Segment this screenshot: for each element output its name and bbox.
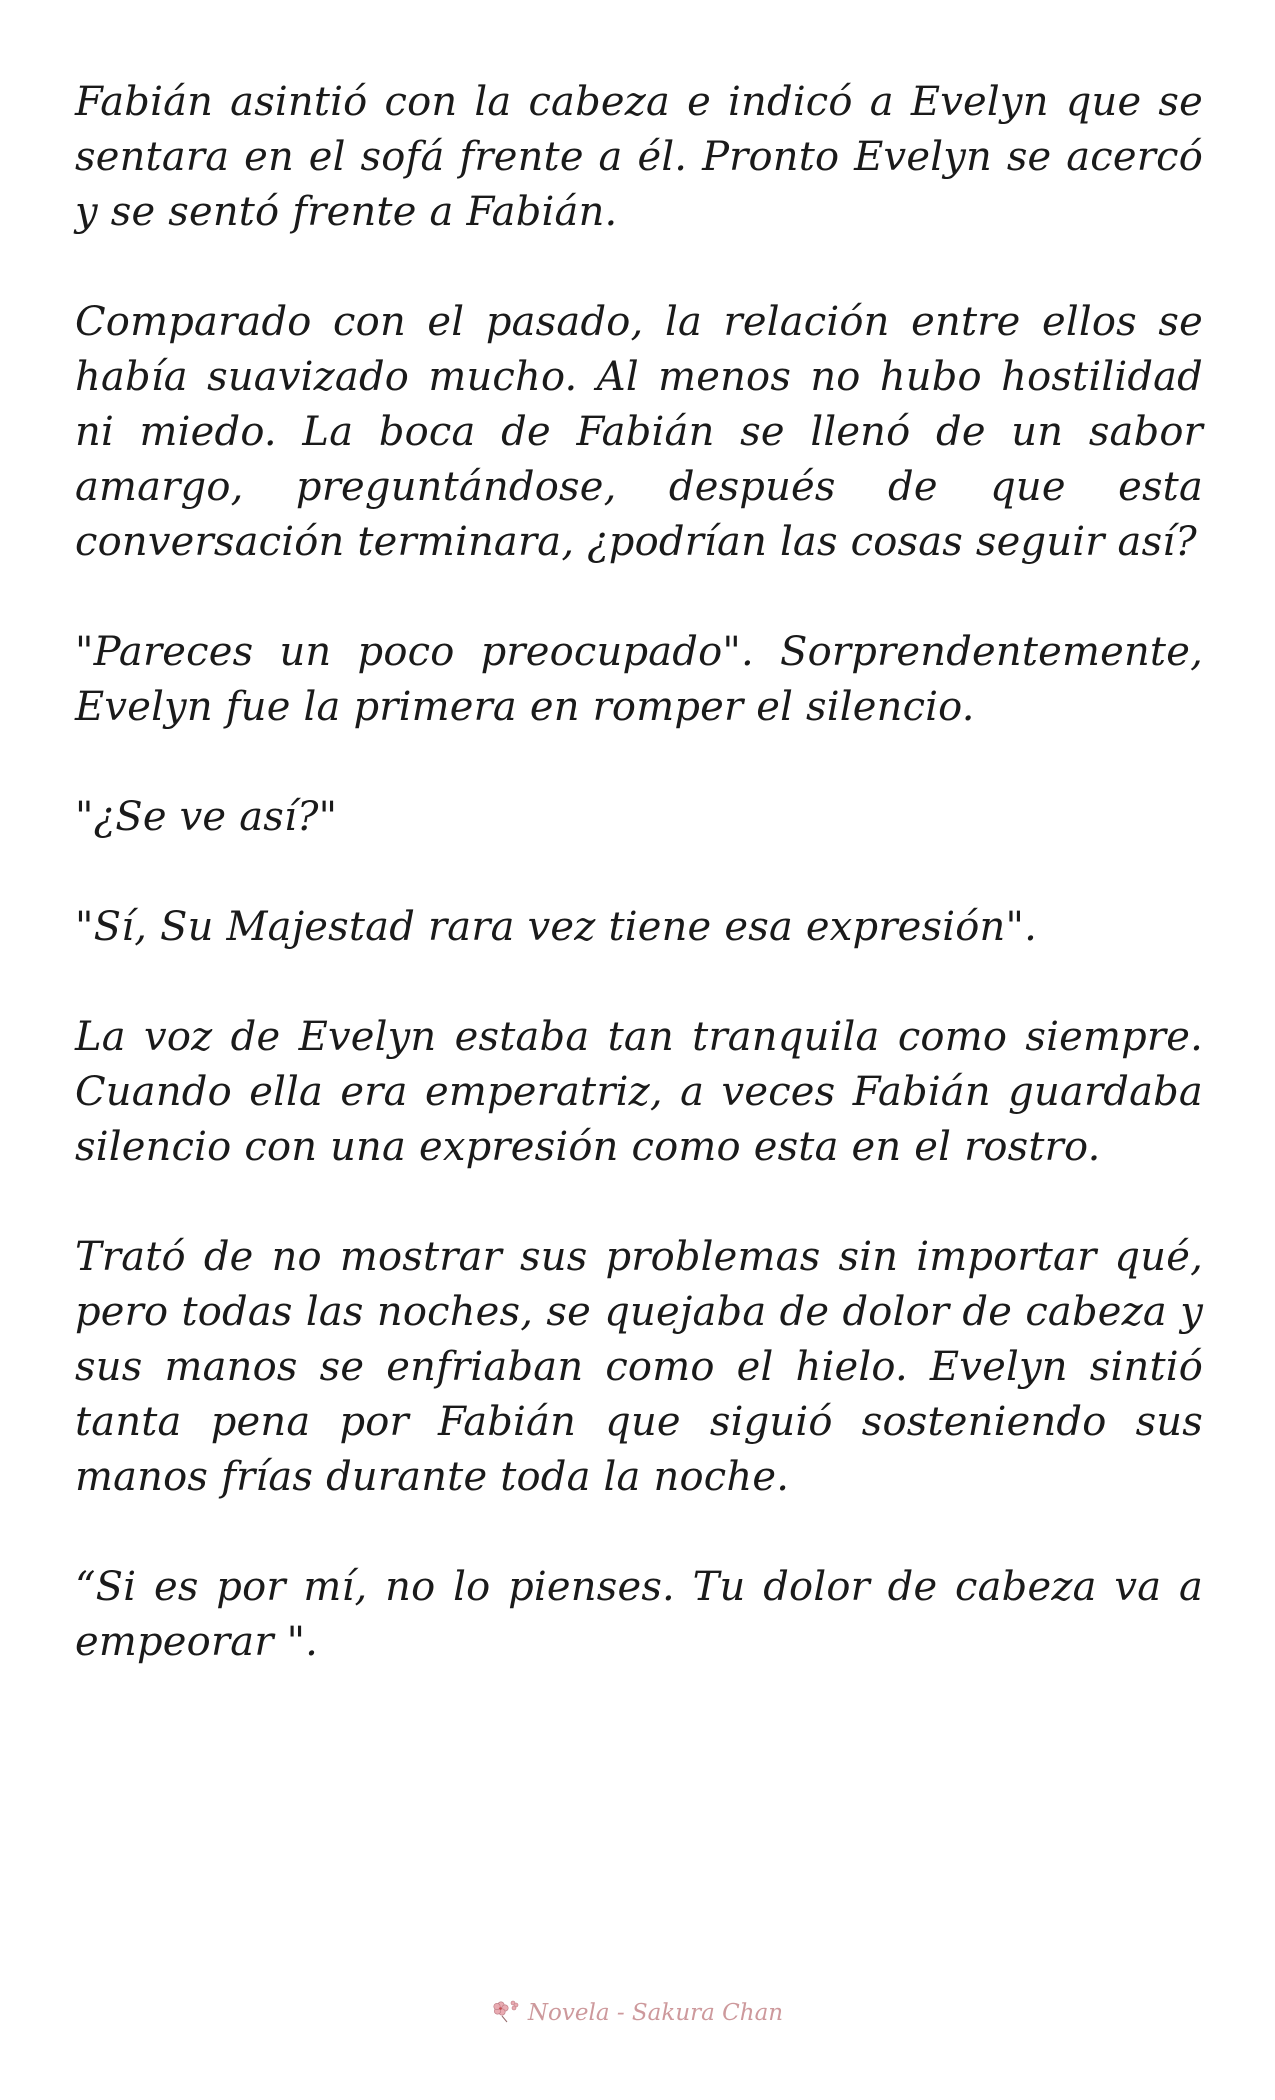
paragraph-4: "¿Se ve así?" bbox=[75, 794, 338, 840]
sakura-flower-icon bbox=[492, 1998, 522, 2030]
paragraph-3: "Pareces un poco preocupado". Sorprendentemente, Evelyn fue la primera en romper el silencio. bbox=[75, 629, 1203, 730]
paragraph-7: Trató de no mostrar sus problemas sin importar qué, pero todas las noches, se quejaba de dolor de cabeza y sus manos se enfriaban como el hielo. Evelyn sintió tanta pena por Fabián que siguió sosteniendo sus manos frías durante toda la noche. bbox=[75, 1234, 1203, 1500]
watermark-text: Novela - Sakura Chan bbox=[527, 2000, 784, 2026]
paragraph-1: Fabián asintió con la cabeza e indicó a Evelyn que se sentara en el sofá frente a él. Pronto Evelyn se acercó y se sentó frente a Fabián. bbox=[75, 79, 1203, 235]
watermark bbox=[0, 1998, 1275, 2030]
document-body bbox=[75, 75, 1203, 1725]
paragraph-6: La voz de Evelyn estaba tan tranquila como siempre. Cuando ella era emperatriz, a veces Fabián guardaba silencio con una expresión como esta en el rostro. bbox=[75, 1014, 1203, 1170]
paragraph-2: Comparado con el pasado, la relación entre ellos se había suavizado mucho. Al menos no hubo hostilidad ni miedo. La boca de Fabián se llenó de un sabor amargo, preguntándose, después de que esta conversación terminara, ¿podrían las cosas seguir así? bbox=[75, 299, 1203, 565]
paragraph-8: “Si es por mí, no lo pienses. Tu dolor de cabeza va a empeorar ". bbox=[75, 1564, 1203, 1665]
paragraph-5: "Sí, Su Majestad rara vez tiene esa expresión". bbox=[75, 904, 1038, 950]
